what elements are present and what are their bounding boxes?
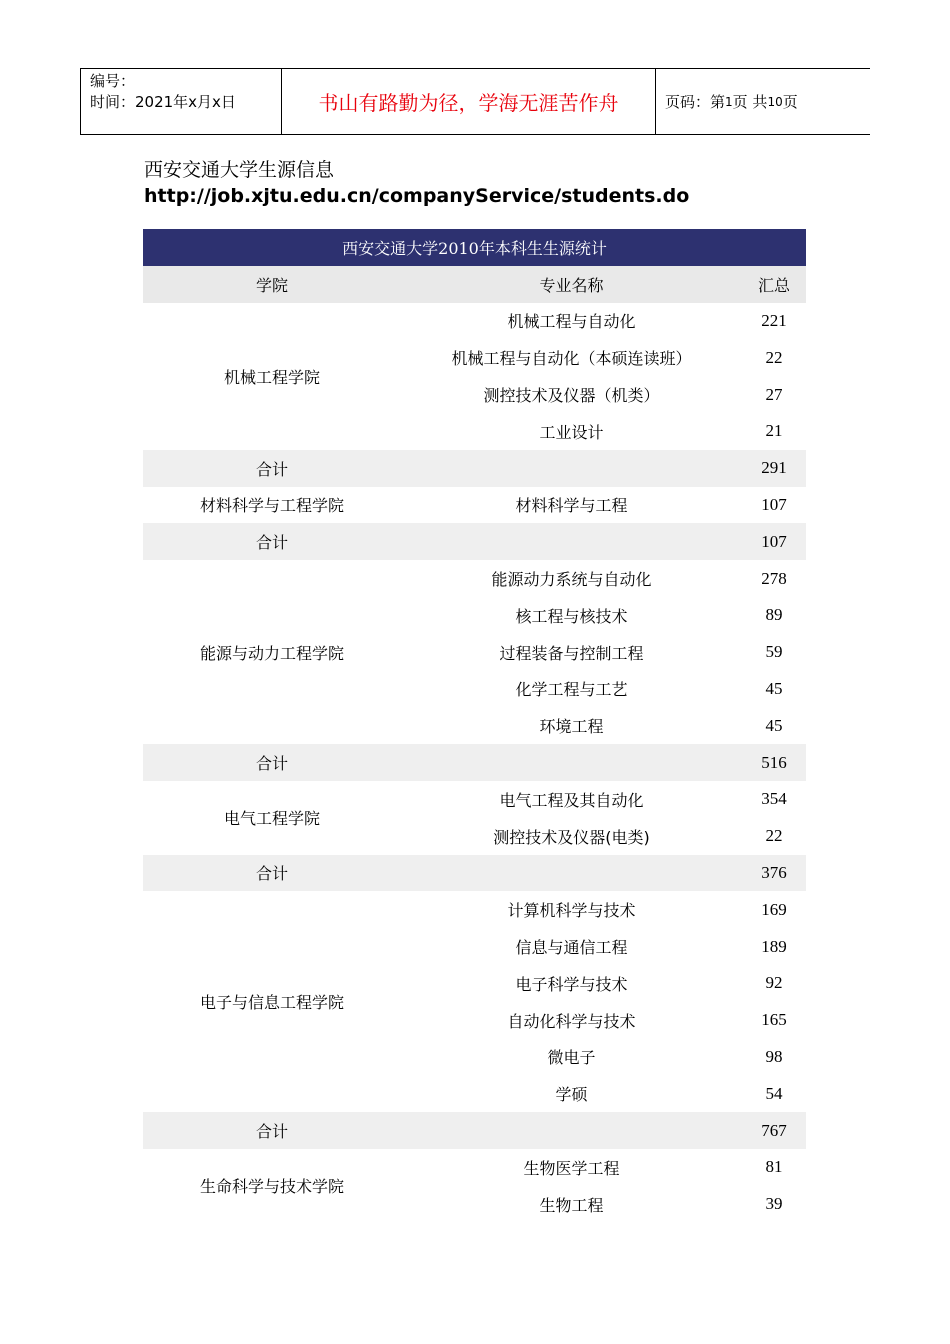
table-row: [143, 1149, 806, 1186]
serial-label: 编号：: [90, 72, 136, 90]
page-header: [80, 68, 870, 135]
major-name: 学硕: [555, 1085, 588, 1105]
subtotal-value: 767: [742, 1112, 806, 1149]
major-name: 机械工程与自动化（本硕连读班）: [451, 349, 692, 369]
major-name: 电子科学与技术: [515, 974, 628, 994]
table-row: [143, 303, 806, 340]
major-name: 生物工程: [539, 1195, 604, 1215]
page-number: [656, 69, 870, 134]
subtotal-row: [143, 1112, 806, 1149]
major-count: 45: [765, 678, 783, 698]
subtotal-label: 合计: [143, 855, 401, 892]
major-name: 材料科学与工程: [515, 496, 628, 516]
table-title: 西安交通大学2010年本科生生源统计: [143, 229, 806, 266]
college-name: 材料科学与工程学院: [199, 496, 344, 516]
subtotal-value: 376: [742, 855, 806, 892]
header-count: 汇总: [742, 266, 806, 303]
major-name: 核工程与核技术: [515, 606, 628, 626]
header-college: 学院: [143, 266, 401, 303]
major-name: 过程装备与控制工程: [499, 643, 644, 663]
major-count: 45: [765, 715, 783, 735]
college-name: 电气工程学院: [223, 809, 320, 829]
page-suffix: 页: [782, 93, 798, 111]
subtotal-row: [143, 744, 806, 781]
subtotal-value: 107: [742, 523, 806, 560]
major-count: 278: [761, 568, 787, 588]
major-count: 221: [761, 310, 787, 330]
subtotal-label: 合计: [143, 744, 401, 781]
source-label: 西安交通大学生源信息: [144, 159, 335, 181]
college-name: 机械工程学院: [223, 367, 320, 387]
major-count: 54: [765, 1083, 783, 1103]
source-url[interactable]: http://job.xjtu.edu.cn/companyService/students.do: [144, 185, 690, 207]
major-name: 测控技术及仪器（机类）: [483, 386, 660, 406]
table-row: [143, 487, 806, 524]
page-current: 1: [725, 94, 733, 109]
major-name: 生物医学工程: [523, 1158, 620, 1178]
subtotal-value: 516: [742, 744, 806, 781]
page-mid: 页 共: [732, 93, 768, 111]
table-row: [143, 560, 806, 597]
major-count: 169: [761, 899, 787, 919]
major-name: 能源动力系统与自动化: [491, 570, 652, 590]
header-major: 专业名称: [401, 266, 742, 303]
date-label: 时间：2021年x月x日: [90, 93, 236, 111]
table-row: [143, 891, 806, 928]
major-name: 机械工程与自动化: [507, 312, 636, 332]
major-name: 化学工程与工艺: [515, 680, 628, 700]
major-count: 39: [765, 1194, 783, 1214]
subtotal-label: 合计: [143, 450, 401, 487]
college-name: 电子与信息工程学院: [199, 993, 344, 1013]
major-count: 22: [765, 826, 783, 846]
major-name: 电气工程及其自动化: [499, 790, 644, 810]
college-name: 能源与动力工程学院: [199, 643, 344, 663]
table-row: [143, 781, 806, 818]
stats-table: [143, 229, 806, 1223]
major-count: 22: [765, 347, 783, 367]
major-name: 工业设计: [539, 422, 604, 442]
major-count: 107: [761, 494, 787, 514]
major-count: 354: [761, 789, 787, 809]
source-line: [144, 157, 804, 209]
major-name: 计算机科学与技术: [507, 901, 636, 921]
major-name: 自动化科学与技术: [507, 1011, 636, 1031]
major-count: 165: [761, 1010, 787, 1030]
major-name: 信息与通信工程: [515, 938, 628, 958]
header-meta: [81, 69, 282, 134]
major-count: 21: [765, 421, 783, 441]
major-name: 微电子: [547, 1048, 596, 1068]
subtotal-row: [143, 523, 806, 560]
college-name: 生命科学与技术学院: [199, 1177, 344, 1197]
page-prefix: 页码：第: [665, 93, 726, 111]
major-count: 98: [765, 1046, 783, 1066]
major-count: 59: [765, 642, 783, 662]
subtotal-label: 合计: [143, 523, 401, 560]
subtotal-label: 合计: [143, 1112, 401, 1149]
page-total: 10: [767, 94, 783, 109]
major-count: 81: [765, 1157, 783, 1177]
major-name: 环境工程: [539, 717, 604, 737]
subtotal-value: 291: [742, 450, 806, 487]
subtotal-row: [143, 855, 806, 892]
header-motto: 书山有路勤为径，学海无涯苦作舟: [282, 69, 656, 134]
major-count: 27: [765, 384, 783, 404]
major-name: 测控技术及仪器(电类): [493, 827, 650, 847]
major-count: 89: [765, 605, 783, 625]
major-count: 92: [765, 973, 783, 993]
major-count: 189: [761, 936, 787, 956]
subtotal-row: [143, 450, 806, 487]
